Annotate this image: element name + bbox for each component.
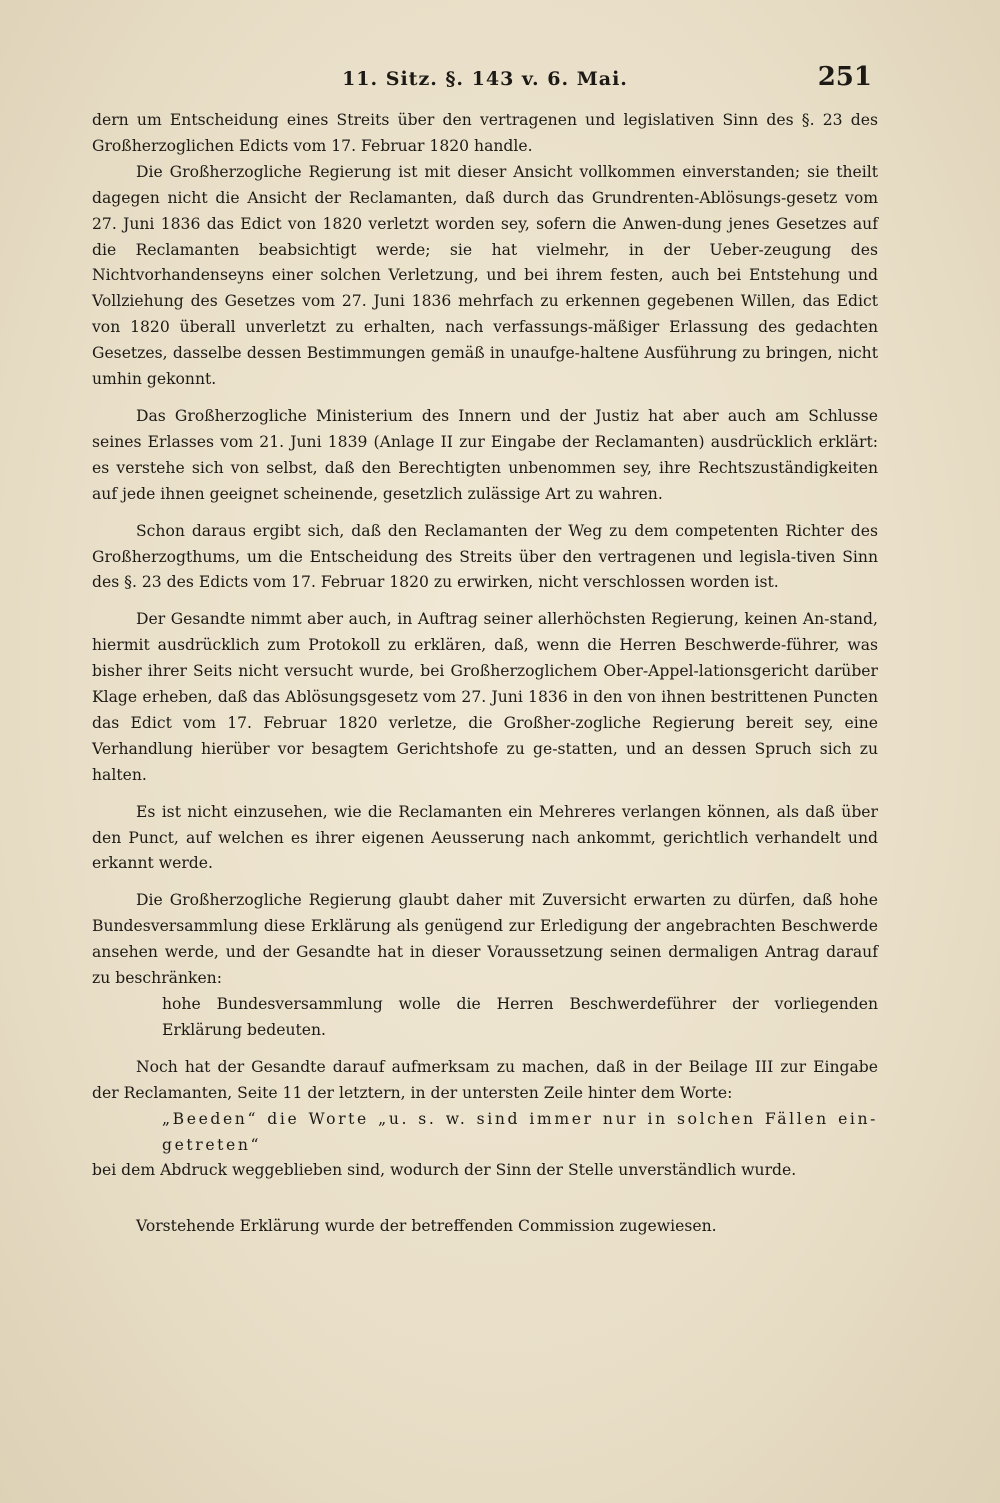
paragraph-legal-path: Schon daraus ergibt sich, daß den Reclamanten der Weg zu dem competenten Richter des Großherzogthums, um die Entscheidung des Streits über den vertragenen und legisla-tiven Sinn des §. 23 des Edicts vom 17. Februar 1820 zu erwirken, nicht verschlossen worden ist.	[92, 521, 878, 592]
paragraph-not-understood: Es ist nicht einzusehen, wie die Reclamanten ein Mehreres verlangen können, als daß über den Punct, auf welchen es ihrer eigenen Aeusserung nach ankommt, gerichtlich verhandelt und erkannt werde.	[92, 802, 878, 873]
paragraph-ministry: Das Großherzogliche Ministerium des Innern und der Justiz hat aber auch am Schlusse seines Erlasses vom 21. Juni 1839 (Anlage II zur Eingabe der Reclamanten) ausdrücklich erklärt: es verstehe sich von selbst, daß den Berechtigten unbenommen sey, ihre Rechtszuständigkeiten auf jede ihnen geeignet scheinende, gesetzlich zulässige Art zu wahren.	[92, 406, 878, 503]
paragraph-government-view: Die Großherzogliche Regierung ist mit dieser Ansicht vollkommen einverstanden; sie theilt dagegen nicht die Ansicht der Reclamanten, daß durch das Grundrenten-Ablösungs-gesetz vom 27. Juni 1836 das Edict von 1820 verletzt worden sey, sofern die Anwen-dung jenes Gesetzes auf die Reclamanten beabsichtigt werde; sie hat vielmehr, in der Ueber-zeugung des Nichtvorhandenseyns einer solchen Verletzung, und bei ihrem festen, auch bei Entstehung und Vollziehung des Gesetzes vom 27. Juni 1836 mehrfach zu erkennen gegebenen Willen, das Edict von 1820 überall unverletzt zu erhalten, nach verfassungs-mäßiger Erlassung des gedachten Gesetzes, dasselbe dessen Bestimmungen gemäß in unaufge-haltene Ausführung zu bringen, nicht umhin gekonnt.	[92, 162, 878, 389]
paragraph-conclusion: Die Großherzogliche Regierung glaubt daher mit Zuversicht erwarten zu dürfen, daß hohe Bundesversammlung diese Erklärung als genügend zur Erledigung der angebrachten Beschwerde ansehen werde, und der Gesandte hat in dieser Voraussetzung seinen dermaligen Antrag darauf zu beschränken:	[92, 891, 878, 988]
paragraph-note: Noch hat der Gesandte darauf aufmerksam zu machen, daß in der Beilage III zur Eingabe der Reclamanten, Seite 11 der letztern, in der untersten Zeile hinter dem Worte:	[92, 1057, 878, 1102]
closing-remark: Vorstehende Erklärung wurde der betreffenden Commission zugewiesen.	[136, 1217, 717, 1236]
running-head: 11. Sitz. §. 143 v. 6. Mai.	[342, 68, 628, 90]
paragraph-continuation: dern um Entscheidung eines Streits über den vertragenen und legislativen Sinn des §. 23 des Großherzoglichen Edicts vom 17. Februar 1820 handle.	[92, 111, 878, 155]
paragraph-envoy-declaration: Der Gesandte nimmt aber auch, in Auftrag seiner allerhöchsten Regierung, keinen An-stand, hiermit ausdrücklich zum Protokoll zu erklären, daß, wenn die Herren Beschwerde-führer, was bisher ihrer Seits nicht versucht wurde, bei Großherzoglichem Ober-Appel-lationsgericht darüber Klage erheben, daß das Ablösungsgesetz vom 27. Juni 1836 in den von ihnen bestrittenen Puncten das Edict vom 17. Februar 1820 verletze, die Großher-zogliche Regierung bereit sey, eine Verhandlung hierüber vor besagtem Gerichtshofe zu ge-statten, und an dessen Spruch sich zu halten.	[92, 610, 878, 784]
page-number: 251	[817, 62, 872, 92]
page-header	[92, 62, 878, 98]
paragraph-note-end: bei dem Abdruck weggeblieben sind, wodurch der Sinn der Stelle unverständlich wurde.	[92, 1161, 797, 1180]
paragraph-motion: hohe Bundesversammlung wolle die Herren Beschwerdeführer der vorliegenden Erklärung bedeuten.	[162, 995, 878, 1039]
quoted-words: „Beeden“ die Worte „u. s. w. sind immer nur in solchen Fällen ein-getreten“	[162, 1109, 878, 1154]
document-body	[92, 108, 878, 1240]
